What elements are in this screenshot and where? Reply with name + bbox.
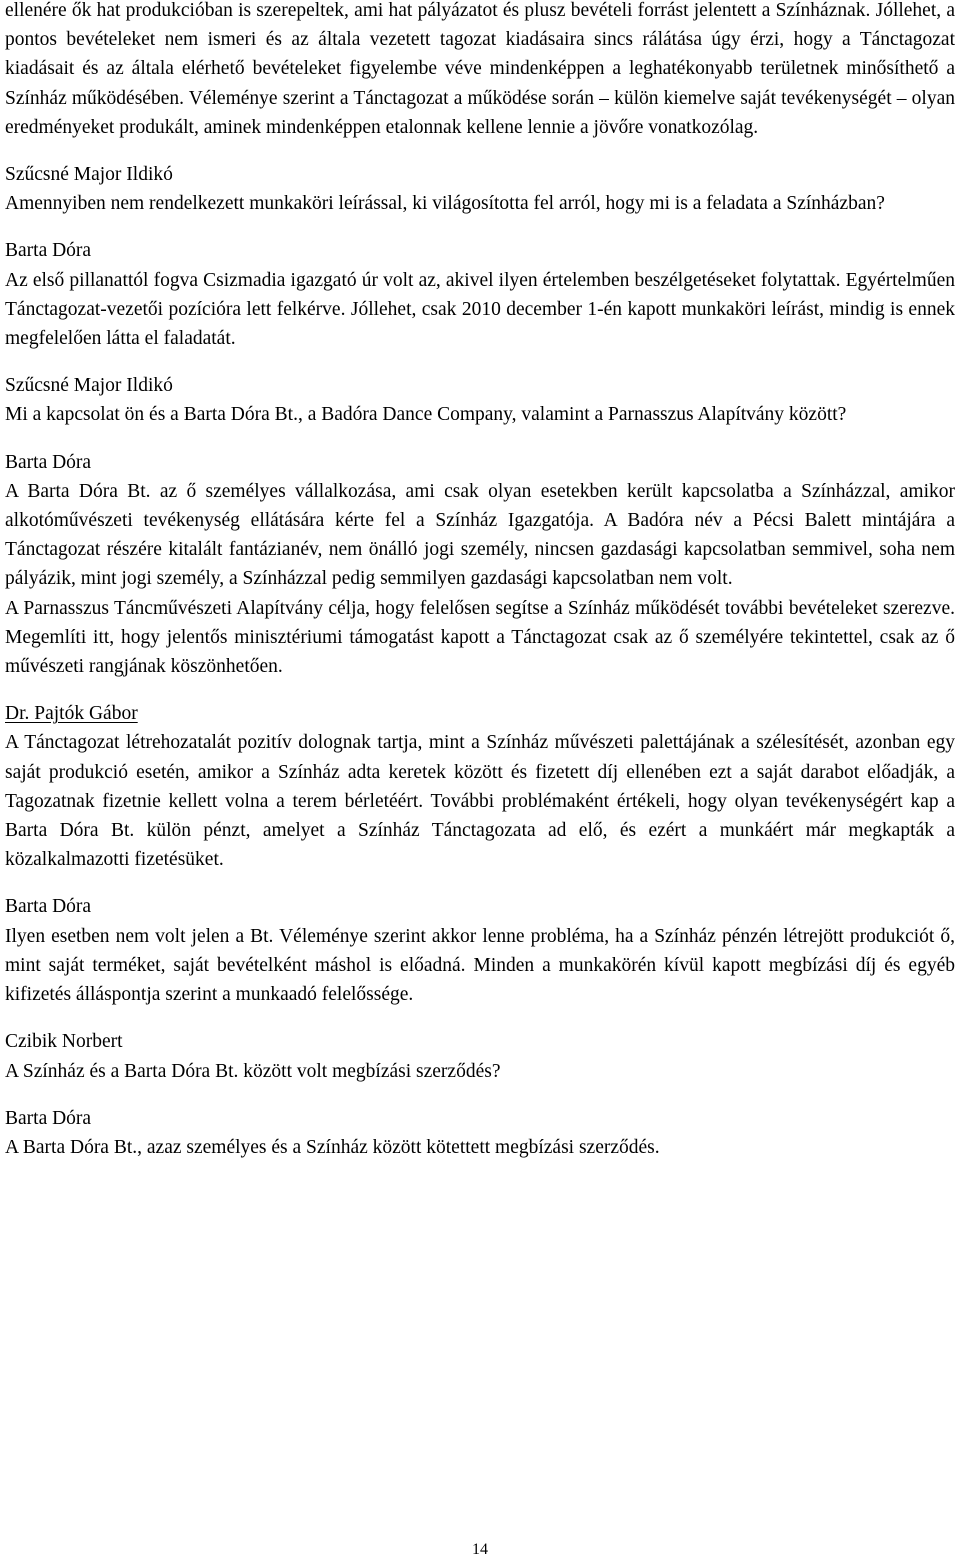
paragraph-continuation (5, 0, 955, 142)
speaker-name: Czibik Norbert (5, 1031, 123, 1053)
paragraph (5, 594, 955, 682)
speaker-block (5, 699, 955, 874)
page-number: 14 (472, 1541, 488, 1558)
paragraph-text: A Barta Dóra Bt. az ő személyes vállalkozása, ami csak olyan esetekben került kapcsolatba a Színházzal, amikor alkotóművészeti tevékenység ellátására kérte fel a Színház Igazgatója. A Badóra név a Pécsi Balett mintájára a Tánctagozat részére kitalált fantázianév, nem önálló jogi személy, nincsen gazdasági kapcsolatban semmivel, soha nem pályázik, mint jogi személy, a Színházzal pedig semmilyen gazdasági kapcsolatban nem volt. (5, 480, 955, 590)
speaker-block (5, 892, 955, 1009)
speaker-name: Szűcsné Major Ildikó (5, 164, 173, 186)
paragraph-text: Ilyen esetben nem volt jelen a Bt. Véleménye szerint akkor lenne probléma, ha a Színház pénzén létrejött produkciót ő, mint saját terméket, saját bevételként máshol is előadná. Minden a munkakörén kívül kapott megbízási díj és egyéb kifizetés álláspontja szerint a munkaadó felelőssége. (5, 925, 955, 1006)
paragraph-text: ellenére ők hat produkcióban is szerepeltek, ami hat pályázatot és plusz bevételi forrást jelentett a Színháznak. Jóllehet, a pontos bevételeket nem ismeri és az általa vezetett tagozat kiadásaira sincs rálátása úgy érzi, hogy a Tánctagozat kiadásait és az általa elérhető bevételeket figyelembe véve mindenképpen a leghatékonyabb területnek minősíthető a Színház működésében. Véleménye szerint a Tánctagozat a működése során – külön kiemelve saját tevékenységét – olyan eredményeket produkált, aminek mindenképpen etalonnak kellene lennie a jövőre vonatkozólag. (5, 0, 955, 138)
paragraph-text: Amennyiben nem rendelkezett munkaköri leírással, ki világosította fel arról, hogy mi is a feladata a Színházban? (5, 193, 885, 215)
speaker-name: Barta Dóra (5, 1107, 92, 1129)
paragraph-text: A Tánctagozat létrehozatalát pozitív dolognak tartja, mint a Színház művészeti palettájának a szélesítését, azonban egy saját produkció esetén, amikor a Színház adta keretek között és fizetett díj ellenében ezt a saját darabot előadják, a Tagozatnak fizetnie kellett volna a terem bérletéért. További problémaként értékeli, hogy olyan tevékenységért kap a Barta Dóra Bt. külön pénzt, amelyet a Színház Tánctagozata ad elő, és ezért a munkáért már megkapták a közalkalmazotti fizetésüket. (5, 732, 955, 871)
speaker-name: Szűcsné Major Ildikó (5, 375, 173, 397)
paragraph-text: A Parnasszus Táncművészeti Alapítvány célja, hogy felelősen segítse a Színház működését további bevételeket szerezve. Megemlíti itt, hogy jelentős minisztériumi támogatást kapott a Tánctagozat csak az ő személyére tekintettel, csak az ő művészeti rangjának köszönhetően. (5, 597, 955, 678)
speaker-name: Barta Dóra (5, 451, 92, 473)
paragraph-text: Az első pillanattól fogva Csizmadia igazgató úr volt az, akivel ilyen értelemben beszélgetéseket folytattak. Egyértelműen Tánctagozat-vezetői pozícióra lett felkérve. Jóllehet, csak 2010 december 1-én kapott munkaköri leírást, mindig is ennek megfelelően látta el faladatát. (5, 269, 955, 350)
document-page (5, 0, 955, 1162)
speaker-block (5, 236, 955, 353)
paragraph-text: Mi a kapcsolat ön és a Barta Dóra Bt., a Badóra Dance Company, valamint a Parnasszus Alapítvány között? (5, 404, 847, 426)
speaker-block (5, 448, 955, 594)
speaker-name: Barta Dóra (5, 240, 92, 262)
paragraph-text: A Színház és a Barta Dóra Bt. között volt megbízási szerződés? (5, 1060, 501, 1082)
speaker-block (5, 1104, 955, 1162)
speaker-name: Barta Dóra (5, 896, 92, 918)
paragraph-text: A Barta Dóra Bt., azaz személyes és a Színház között kötettett megbízási szerződés. (5, 1136, 660, 1158)
speaker-block (5, 371, 955, 429)
speaker-block (5, 1027, 955, 1085)
speaker-name: Dr. Pajtók Gábor (5, 703, 138, 725)
speaker-block (5, 160, 955, 218)
